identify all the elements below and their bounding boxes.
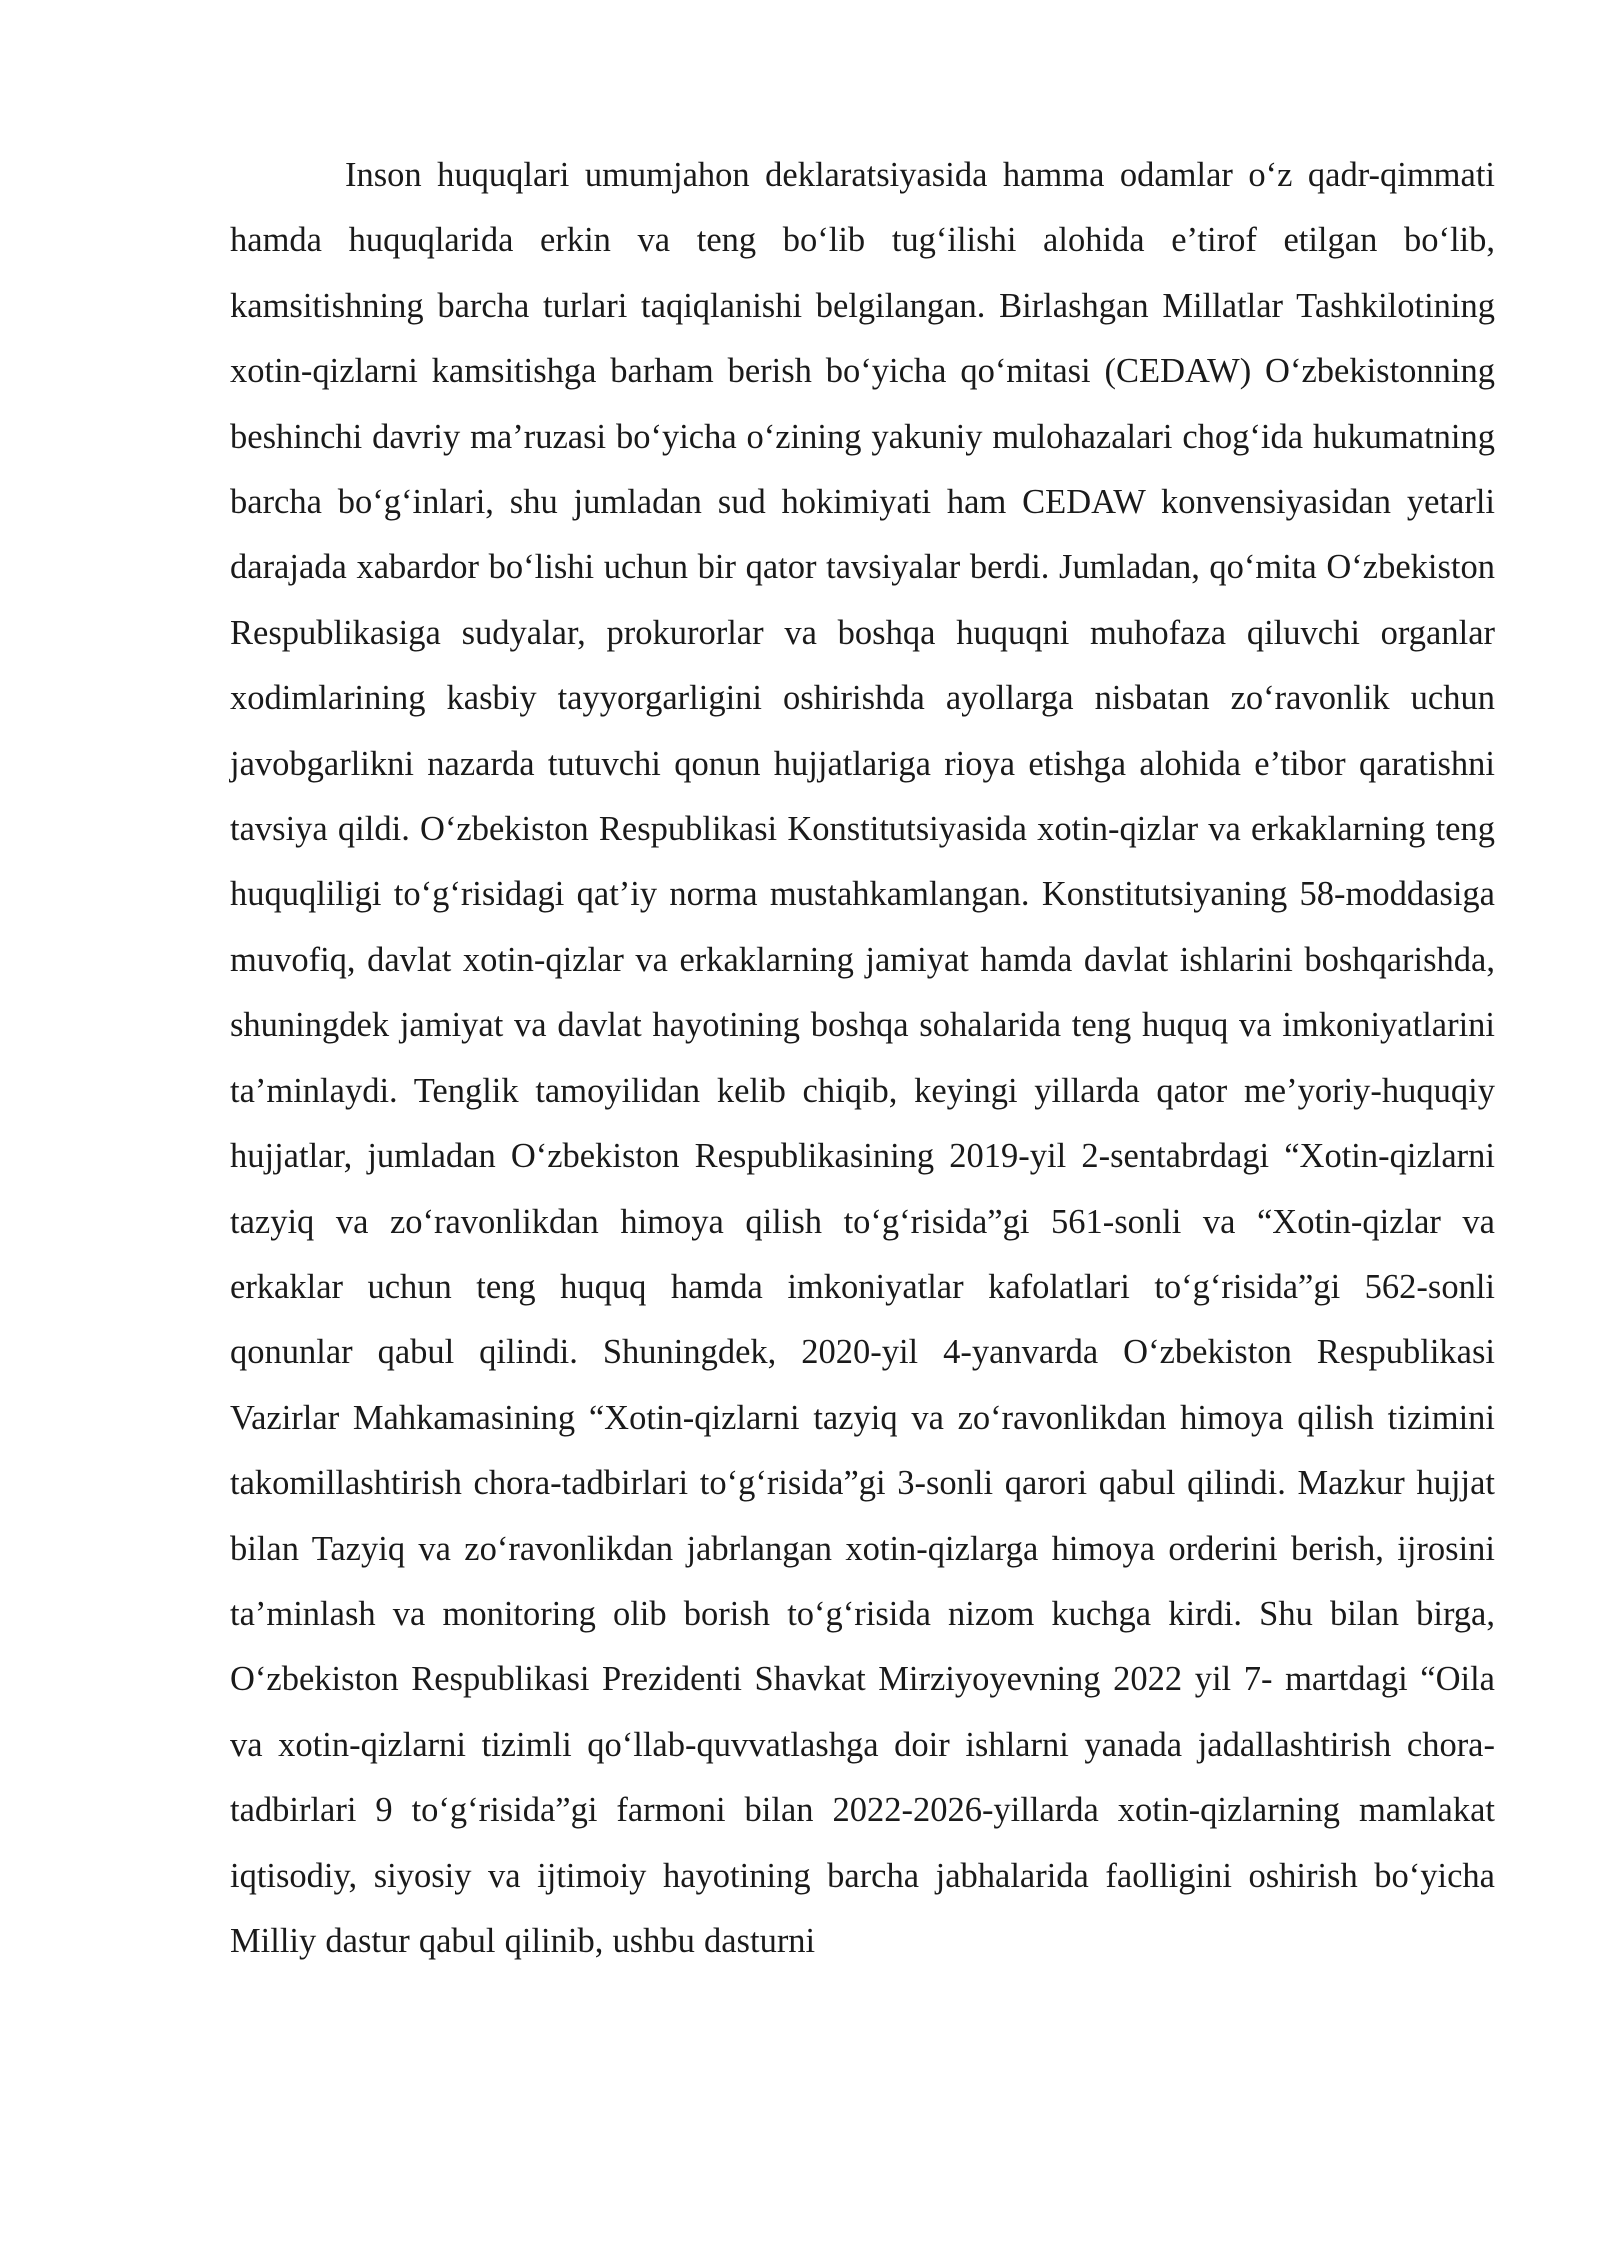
body-paragraph: Inson huquqlari umumjahon deklaratsiyasida hamma odamlar o‘z qadr-qimmati hamda huquqlarida erkin va teng bo‘lib tug‘ilishi alohida e’tirof etilgan bo‘lib, kamsitishning barcha turlari taqiqlanishi belgilangan. Birlashgan Millatlar Tashkilotining xotin-qizlarni kamsitishga barham berish bo‘yicha qo‘mitasi (CEDAW) O‘zbekistonning beshinchi davriy ma’ruzasi bo‘yicha o‘zining yakuniy mulohazalari chog‘ida hukumatning barcha bo‘g‘inlari, shu jumladan sud hokimiyati ham CEDAW konvensiyasidan yetarli darajada xabardor bo‘lishi uchun bir qator tavsiyalar berdi. Jumladan, qo‘mita O‘zbekiston Respublikasiga sudyalar, prokurorlar va boshqa huquqni muhofaza qiluvchi organlar xodimlarining kasbiy tayyorgarligini oshirishda ayollarga nisbatan zo‘ravonlik uchun javobgarlikni nazarda tutuvchi qonun hujjatlariga rioya etishga alohida e’tibor qaratishni tavsiya qildi. O‘zbekiston Respublikasi Konstitutsiyasida xotin-qizlar va erkaklarning teng huquqliligi to‘g‘risidagi qat’iy norma mustahkamlangan. Konstitutsiyaning 58-moddasiga muvofiq, davlat xotin-qizlar va erkaklarning jamiyat hamda davlat ishlarini boshqarishda, shuningdek jamiyat va davlat hayotining boshqa sohalarida teng huquq va imkoniyatlarini ta’minlaydi. Tenglik tamoyilidan kelib chiqib, keyingi yillarda qator me’yoriy-huquqiy hujjatlar, jumladan O‘zbekiston Respublikasining 2019-yil 2-sentabrdagi “Xotin-qizlarni tazyiq va zo‘ravonlikdan himoya qilish to‘g‘risida”gi 561-sonli va “Xotin-qizlar va erkaklar uchun teng huquq hamda imkoniyatlar kafolatlari to‘g‘risida”gi 562-sonli qonunlar qabul qilindi. Shuningdek, 2020-yil 4-yanvarda O‘zbekiston Respublikasi Vazirlar Mahkamasining “Xotin-qizlarni tazyiq va zo‘ravonlikdan himoya qilish tizimini takomillashtirish chora-tadbirlari to‘g‘risida”gi 3-sonli qarori qabul qilindi. Mazkur hujjat bilan Tazyiq va zo‘ravonlikdan jabrlangan xotin-qizlarga himoya orderini berish, ijrosini ta’minlash va monitoring olib borish to‘g‘risida nizom kuchga kirdi. Shu bilan birga, O‘zbekiston Respublikasi Prezidenti Shavkat Mirziyoyevning 2022 yil 7- martdagi “Oila va xotin-qizlarni tizimli qo‘llab-quvvatlashga doir ishlarni yanada jadallashtirish chora-tadbirlari 9 to‘g‘risida”gi farmoni bilan 2022-2026-yillarda xotin-qizlarning mamlakat iqtisodiy, siyosiy va ijtimoiy hayotining barcha jabhalarida faolligini oshirish bo‘yicha Milliy dastur qabul qilinib, ushbu dasturni	[230, 156, 1495, 1960]
